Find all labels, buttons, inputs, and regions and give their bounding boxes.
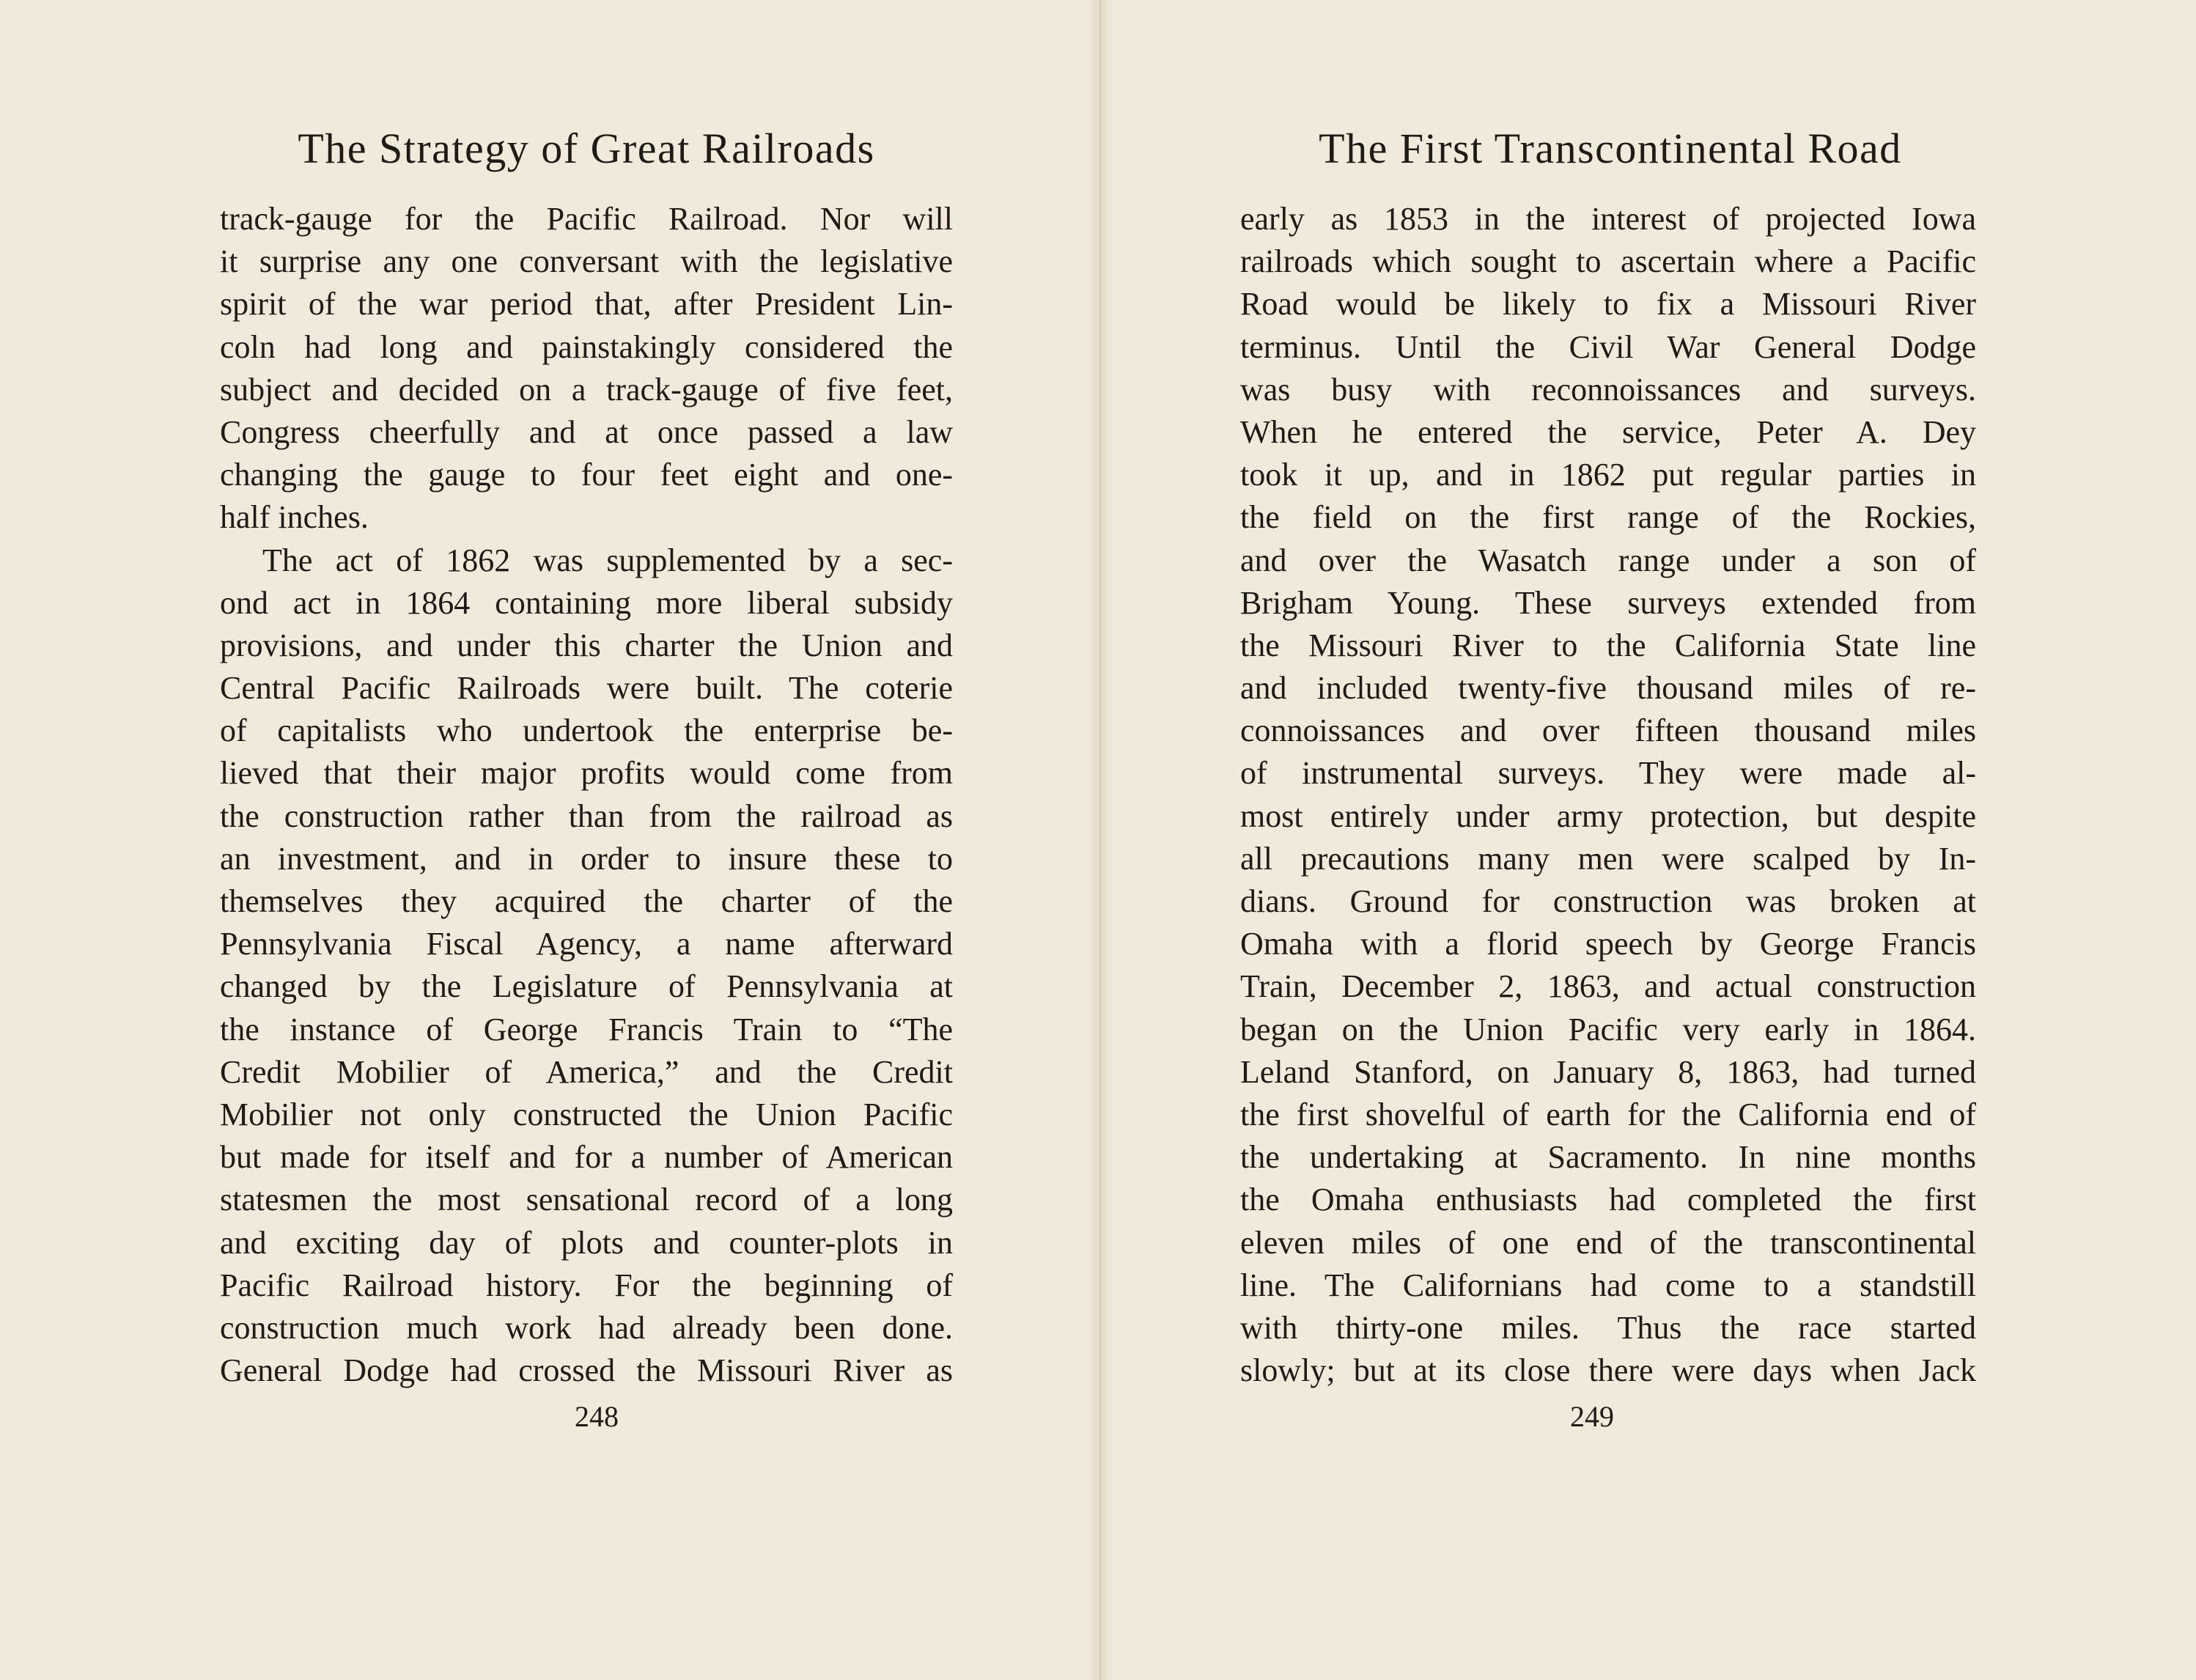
left-page: [220, 0, 953, 1680]
text-line: dians. Ground for construction was broken at: [1240, 883, 1976, 919]
text-line: the instance of George Francis Train to “The: [220, 1011, 953, 1047]
text-line: spirit of the war period that, after President Lin-: [220, 286, 953, 323]
text-line: connoissances and over fifteen thousand miles: [1240, 712, 1976, 749]
right-page-number: 249: [1570, 1400, 1614, 1433]
left-page-text: [220, 198, 953, 1392]
text-line: When he entered the service, Peter A. Dey: [1240, 413, 1976, 450]
left-running-head: The Strategy of Great Railroads: [298, 125, 875, 172]
text-line: and over the Wasatch range under a son of: [1240, 542, 1976, 578]
text-line: ond act in 1864 containing more liberal subsidy: [220, 584, 953, 621]
text-line: Train, December 2, 1863, and actual construction: [1240, 968, 1976, 1005]
text-line: track-gauge for the Pacific Railroad. Nor will: [220, 201, 953, 237]
book-gutter: [1089, 0, 1111, 1680]
text-line: it surprise any one conversant with the legislative: [220, 243, 953, 280]
text-line: changing the gauge to four feet eight and one-: [220, 457, 953, 493]
text-line: changed by the Legislature of Pennsylvania at: [220, 968, 953, 1005]
text-line: Congress cheerfully and at once passed a law: [220, 413, 953, 450]
text-line: the Missouri River to the California State line: [1240, 627, 1976, 663]
text-line: the construction rather than from the railroad as: [220, 797, 953, 834]
text-line: of capitalists who undertook the enterprise be-: [220, 712, 953, 749]
text-line: Brigham Young. These surveys extended from: [1240, 584, 1976, 621]
text-line: provisions, and under this charter the Union and: [220, 627, 953, 663]
left-page-number: 248: [575, 1400, 619, 1433]
text-line: Road would be likely to fix a Missouri River: [1240, 286, 1976, 323]
text-line: Omaha with a florid speech by George Francis: [1240, 926, 1976, 962]
text-line: Credit Mobilier of America,” and the Credit: [220, 1053, 953, 1090]
text-line: terminus. Until the Civil War General Dodge: [1240, 328, 1976, 365]
text-line: early as 1853 in the interest of projected Iowa: [1240, 201, 1976, 237]
right-running-head: The First Transcontinental Road: [1319, 125, 1902, 172]
text-line: an investment, and in order to insure these to: [220, 840, 953, 877]
text-line: took it up, and in 1862 put regular parties in: [1240, 457, 1976, 493]
text-line: Leland Stanford, on January 8, 1863, had turned: [1240, 1053, 1976, 1090]
text-line: with thirty-one miles. Thus the race started: [1240, 1309, 1976, 1346]
text-line: themselves they acquired the charter of the: [220, 883, 953, 919]
text-line: was busy with reconnoissances and surveys.: [1240, 371, 1976, 408]
text-line: eleven miles of one end of the transcontinental: [1240, 1224, 1976, 1261]
text-line: Pacific Railroad history. For the beginning of: [220, 1267, 953, 1303]
text-line: construction much work had already been done.: [220, 1309, 953, 1346]
text-line: the field on the first range of the Rockies,: [1240, 499, 1976, 536]
right-page-text: [1240, 198, 1976, 1392]
text-line: Pennsylvania Fiscal Agency, a name afterward: [220, 926, 953, 962]
text-line: lieved that their major profits would come from: [220, 755, 953, 792]
text-line: The act of 1862 was supplemented by a sec-: [262, 542, 953, 578]
text-line: slowly; but at its close there were days when Jack: [1240, 1352, 1976, 1389]
text-line: subject and decided on a track-gauge of five feet,: [220, 371, 953, 408]
text-line: statesmen the most sensational record of a long: [220, 1182, 953, 1218]
text-line: half inches.: [220, 499, 369, 536]
text-line: railroads which sought to ascertain where a Pacific: [1240, 243, 1976, 280]
text-line: the Omaha enthusiasts had completed the first: [1240, 1182, 1976, 1218]
text-line: General Dodge had crossed the Missouri River as: [220, 1352, 953, 1389]
right-page: [1240, 0, 1976, 1680]
text-line: Mobilier not only constructed the Union Pacific: [220, 1096, 953, 1132]
text-line: of instrumental surveys. They were made al-: [1240, 755, 1976, 792]
text-line: most entirely under army protection, but despite: [1240, 797, 1976, 834]
text-line: all precautions many men were scalped by In-: [1240, 840, 1976, 877]
text-line: the undertaking at Sacramento. In nine months: [1240, 1139, 1976, 1176]
text-line: coln had long and painstakingly considered the: [220, 328, 953, 365]
text-line: and included twenty-five thousand miles of re-: [1240, 670, 1976, 707]
text-line: Central Pacific Railroads were built. The coterie: [220, 670, 953, 707]
text-line: began on the Union Pacific very early in 1864.: [1240, 1011, 1976, 1047]
text-line: but made for itself and for a number of American: [220, 1139, 953, 1176]
text-line: the first shovelful of earth for the California end of: [1240, 1096, 1976, 1132]
text-line: and exciting day of plots and counter-plots in: [220, 1224, 953, 1261]
text-line: line. The Californians had come to a standstill: [1240, 1267, 1976, 1303]
